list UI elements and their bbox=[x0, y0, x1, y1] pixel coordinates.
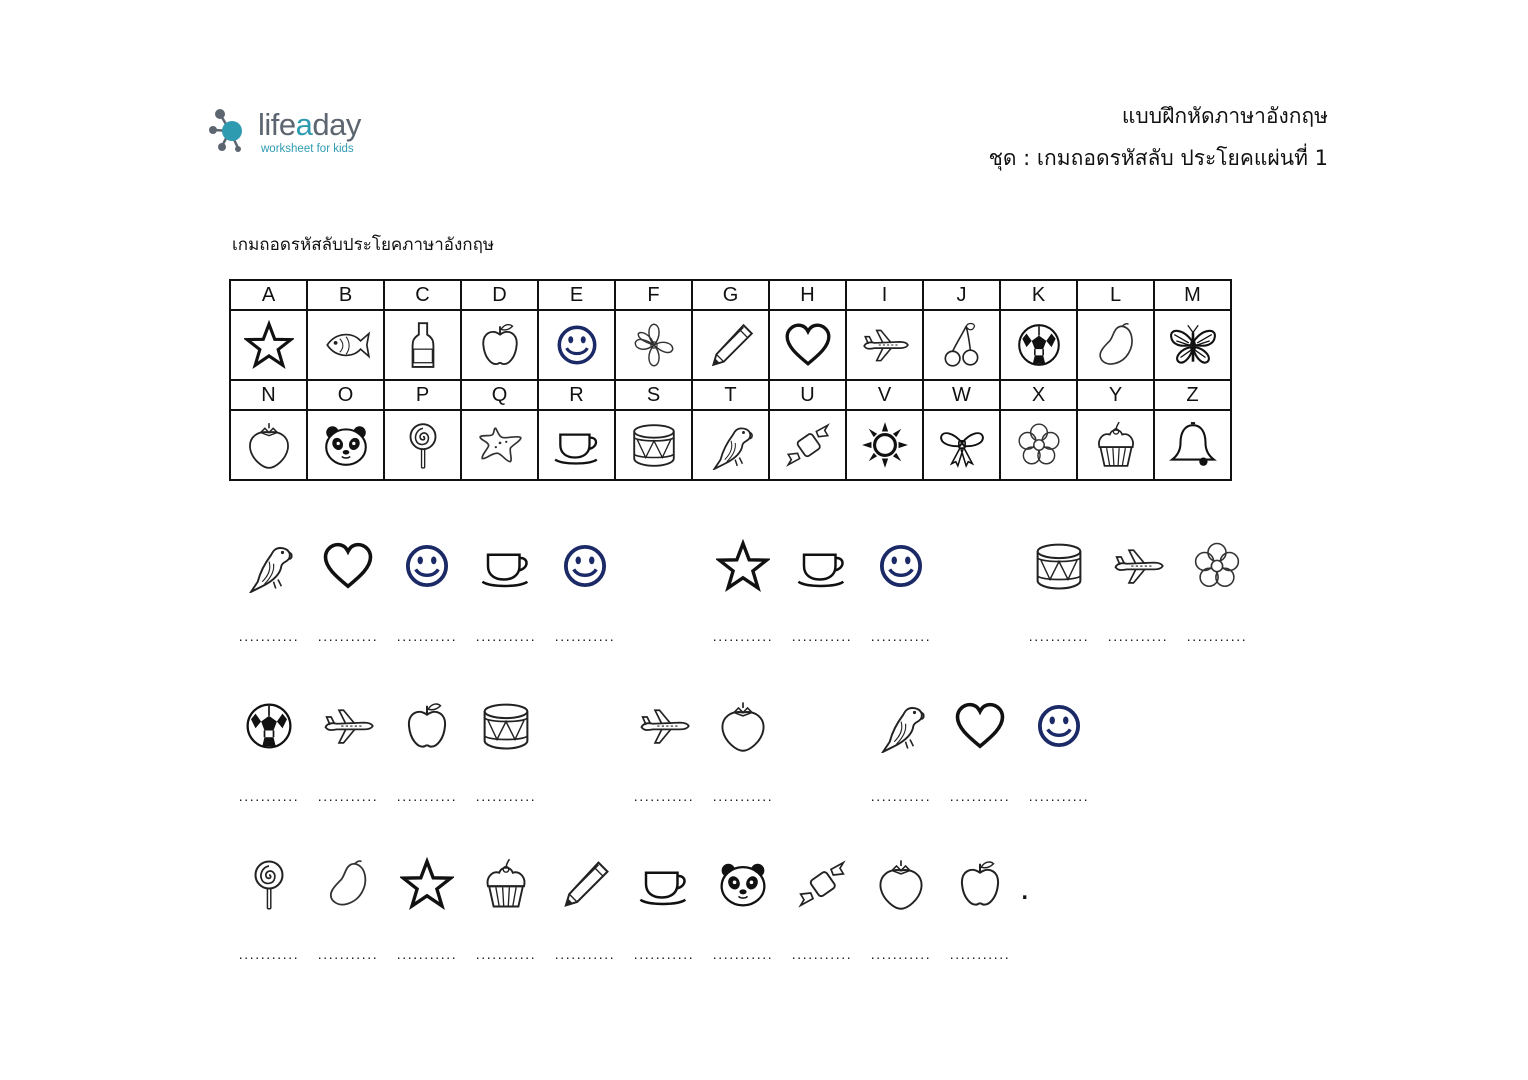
parrot-icon bbox=[706, 420, 756, 470]
answer-blank[interactable]: ........... bbox=[870, 628, 932, 644]
apple-icon bbox=[400, 699, 454, 753]
airplane-icon bbox=[1111, 539, 1165, 593]
answer-blank[interactable]: ........... bbox=[712, 788, 774, 804]
key-letter-row bbox=[230, 280, 1231, 310]
answer-blank[interactable]: ........... bbox=[238, 628, 300, 644]
key-icon-cell bbox=[1154, 310, 1231, 380]
key-letter-cell: U bbox=[769, 380, 846, 410]
key-icon-cell bbox=[384, 410, 461, 480]
key-letter-cell: E bbox=[538, 280, 615, 310]
key-letter-cell: T bbox=[692, 380, 769, 410]
answer-blank[interactable]: ........... bbox=[396, 788, 458, 804]
candy-icon bbox=[783, 420, 833, 470]
lifeaday-logo bbox=[208, 104, 398, 160]
key-icon-cell bbox=[538, 410, 615, 480]
answer-blank[interactable]: ........... bbox=[791, 946, 853, 962]
mango-icon bbox=[321, 857, 375, 911]
key-icon-cell bbox=[923, 310, 1000, 380]
key-icon-cell bbox=[846, 410, 923, 480]
puzzle-cell bbox=[471, 692, 541, 802]
answer-blank[interactable]: ........... bbox=[712, 946, 774, 962]
puzzle-cell bbox=[945, 850, 1015, 960]
key-letter-cell: R bbox=[538, 380, 615, 410]
sun-icon bbox=[860, 420, 910, 470]
answer-blank[interactable]: ........... bbox=[317, 788, 379, 804]
cipher-key-table bbox=[229, 279, 1232, 481]
answer-blank[interactable]: ........... bbox=[475, 788, 537, 804]
puzzle-cell bbox=[392, 692, 462, 802]
panda-icon bbox=[321, 420, 371, 470]
strawberry-icon bbox=[716, 699, 770, 753]
logo-wordmark: lifeaday bbox=[258, 107, 361, 142]
key-icon-cell bbox=[615, 410, 692, 480]
puzzle-cell bbox=[550, 850, 620, 960]
answer-blank[interactable]: ........... bbox=[317, 946, 379, 962]
mango-icon bbox=[1091, 320, 1141, 370]
airplane-icon bbox=[860, 320, 910, 370]
key-icon-cell bbox=[615, 310, 692, 380]
heart-icon bbox=[953, 699, 1007, 753]
answer-blank[interactable]: ........... bbox=[712, 628, 774, 644]
key-letter-cell: L bbox=[1077, 280, 1154, 310]
lollipop-icon bbox=[242, 857, 296, 911]
key-icon-cell bbox=[692, 410, 769, 480]
answer-blank[interactable]: ........... bbox=[238, 946, 300, 962]
key-icon-cell bbox=[538, 310, 615, 380]
key-icon-cell bbox=[230, 410, 307, 480]
answer-blank[interactable]: ........... bbox=[238, 788, 300, 804]
answer-blank[interactable]: ........... bbox=[1107, 628, 1169, 644]
teacup-icon bbox=[552, 420, 602, 470]
puzzle-cell bbox=[392, 532, 462, 642]
puzzle-cell bbox=[550, 532, 620, 642]
key-letter-cell: Y bbox=[1077, 380, 1154, 410]
key-icon-cell bbox=[461, 410, 538, 480]
puzzle-cell bbox=[629, 850, 699, 960]
logo-molecule-icon bbox=[208, 104, 260, 158]
parrot-icon bbox=[242, 539, 296, 593]
answer-blank[interactable]: ........... bbox=[949, 788, 1011, 804]
puzzle-cell bbox=[234, 850, 304, 960]
puzzle-cell bbox=[471, 532, 541, 642]
star-icon bbox=[716, 539, 770, 593]
key-letter-cell: D bbox=[461, 280, 538, 310]
smiley-icon bbox=[1032, 699, 1086, 753]
drum-icon bbox=[629, 420, 679, 470]
key-icon-cell bbox=[1000, 410, 1077, 480]
bottle-icon bbox=[398, 320, 448, 370]
answer-blank[interactable]: ........... bbox=[1028, 788, 1090, 804]
key-letter-cell: G bbox=[692, 280, 769, 310]
key-icon-cell bbox=[923, 410, 1000, 480]
answer-blank[interactable]: ........... bbox=[870, 788, 932, 804]
answer-blank[interactable]: ........... bbox=[633, 788, 695, 804]
puzzle-cell bbox=[1182, 532, 1252, 642]
answer-blank[interactable]: ........... bbox=[554, 628, 616, 644]
puzzle-cell bbox=[945, 692, 1015, 802]
teacup-icon bbox=[637, 857, 691, 911]
panda-icon bbox=[716, 857, 770, 911]
key-icon-cell bbox=[769, 410, 846, 480]
puzzle-cell bbox=[866, 532, 936, 642]
key-icon-cell bbox=[230, 310, 307, 380]
puzzle-cell bbox=[866, 692, 936, 802]
key-letter-cell: Q bbox=[461, 380, 538, 410]
airplane-icon bbox=[321, 699, 375, 753]
key-letter-cell: K bbox=[1000, 280, 1077, 310]
bell-icon bbox=[1168, 420, 1218, 470]
teacup-icon bbox=[795, 539, 849, 593]
key-letter-cell: W bbox=[923, 380, 1000, 410]
key-letter-cell: O bbox=[307, 380, 384, 410]
smiley-icon bbox=[552, 320, 602, 370]
puzzle-cell bbox=[313, 850, 383, 960]
puzzle-cell bbox=[234, 692, 304, 802]
butterfly-icon bbox=[1168, 320, 1218, 370]
pencil-icon bbox=[558, 857, 612, 911]
key-letter-cell: J bbox=[923, 280, 1000, 310]
key-letter-cell: P bbox=[384, 380, 461, 410]
key-letter-cell: V bbox=[846, 380, 923, 410]
key-icon-cell bbox=[307, 410, 384, 480]
key-letter-cell: Z bbox=[1154, 380, 1231, 410]
key-icon-cell bbox=[461, 310, 538, 380]
bow-icon bbox=[937, 420, 987, 470]
key-letter-cell: I bbox=[846, 280, 923, 310]
puzzle-cell bbox=[313, 692, 383, 802]
star-icon bbox=[400, 857, 454, 911]
key-letter-cell: N bbox=[230, 380, 307, 410]
star-icon bbox=[244, 320, 294, 370]
key-letter-cell: M bbox=[1154, 280, 1231, 310]
airplane-icon bbox=[637, 699, 691, 753]
apple-icon bbox=[953, 857, 1007, 911]
answer-blank[interactable]: ........... bbox=[475, 628, 537, 644]
key-letter-cell: X bbox=[1000, 380, 1077, 410]
key-icon-row bbox=[230, 310, 1231, 380]
answer-blank[interactable]: ........... bbox=[475, 946, 537, 962]
cupcake-icon bbox=[479, 857, 533, 911]
soccer-ball-icon bbox=[242, 699, 296, 753]
answer-blank[interactable]: ........... bbox=[554, 946, 616, 962]
puzzle-cell bbox=[708, 692, 778, 802]
daisy-icon bbox=[1014, 420, 1064, 470]
cherry-icon bbox=[937, 320, 987, 370]
puzzle-cell bbox=[629, 692, 699, 802]
answer-blank[interactable]: ........... bbox=[317, 628, 379, 644]
instruction-text: เกมถอดรหัสลับประโยคภาษาอังกฤษ bbox=[232, 235, 495, 255]
strawberry-icon bbox=[244, 420, 294, 470]
answer-blank[interactable]: ........... bbox=[949, 946, 1011, 962]
puzzle-cell bbox=[708, 532, 778, 642]
key-letter-cell: C bbox=[384, 280, 461, 310]
strawberry-icon bbox=[874, 857, 928, 911]
key-icon-cell bbox=[692, 310, 769, 380]
key-letter-row bbox=[230, 380, 1231, 410]
key-letter-cell: H bbox=[769, 280, 846, 310]
drum-icon bbox=[1032, 539, 1086, 593]
apple-icon bbox=[475, 320, 525, 370]
worksheet-series: ชุด : เกมถอดรหัสลับ ประโยคแผ่นที่ 1 bbox=[988, 146, 1328, 170]
smiley-icon bbox=[558, 539, 612, 593]
key-letter-cell: S bbox=[615, 380, 692, 410]
key-icon-cell bbox=[1077, 410, 1154, 480]
puzzle-cell bbox=[234, 532, 304, 642]
drum-icon bbox=[479, 699, 533, 753]
key-letter-cell: A bbox=[230, 280, 307, 310]
key-letter-cell: F bbox=[615, 280, 692, 310]
key-icon-row bbox=[230, 410, 1231, 480]
puzzle-cell bbox=[866, 850, 936, 960]
puzzle-cell bbox=[787, 532, 857, 642]
logo-tagline: worksheet for kids bbox=[261, 143, 354, 155]
sentence-period: . bbox=[1020, 869, 1030, 907]
puzzle-cell bbox=[708, 850, 778, 960]
answer-blank[interactable]: ........... bbox=[1186, 628, 1248, 644]
candy-icon bbox=[795, 857, 849, 911]
key-icon-cell bbox=[1000, 310, 1077, 380]
lollipop-icon bbox=[398, 420, 448, 470]
heart-icon bbox=[783, 320, 833, 370]
starfish-icon bbox=[475, 420, 525, 470]
fish-icon bbox=[321, 320, 371, 370]
answer-blank[interactable]: ........... bbox=[396, 628, 458, 644]
key-icon-cell bbox=[307, 310, 384, 380]
soccer-ball-icon bbox=[1014, 320, 1064, 370]
puzzle-cell bbox=[471, 850, 541, 960]
heart-icon bbox=[321, 539, 375, 593]
worksheet-title: แบบฝึกหัดภาษาอังกฤษ bbox=[1121, 104, 1328, 128]
answer-blank[interactable]: ........... bbox=[396, 946, 458, 962]
key-icon-cell bbox=[1154, 410, 1231, 480]
cupcake-icon bbox=[1091, 420, 1141, 470]
key-icon-cell bbox=[846, 310, 923, 380]
puzzle-cell bbox=[392, 850, 462, 960]
answer-blank[interactable]: ........... bbox=[633, 946, 695, 962]
puzzle-cell bbox=[1024, 532, 1094, 642]
key-icon-cell bbox=[384, 310, 461, 380]
smiley-icon bbox=[400, 539, 454, 593]
answer-blank[interactable]: ........... bbox=[870, 946, 932, 962]
smiley-icon bbox=[874, 539, 928, 593]
puzzle-cell bbox=[1024, 692, 1094, 802]
puzzle-cell bbox=[787, 850, 857, 960]
answer-blank[interactable]: ........... bbox=[1028, 628, 1090, 644]
teacup-icon bbox=[479, 539, 533, 593]
key-icon-cell bbox=[769, 310, 846, 380]
key-letter-cell: B bbox=[307, 280, 384, 310]
key-icon-cell bbox=[1077, 310, 1154, 380]
puzzle-cell bbox=[1103, 532, 1173, 642]
puzzle-cell bbox=[313, 532, 383, 642]
daisy-icon bbox=[1190, 539, 1244, 593]
parrot-icon bbox=[874, 699, 928, 753]
answer-blank[interactable]: ........... bbox=[791, 628, 853, 644]
pencil-icon bbox=[706, 320, 756, 370]
flower-icon bbox=[629, 320, 679, 370]
